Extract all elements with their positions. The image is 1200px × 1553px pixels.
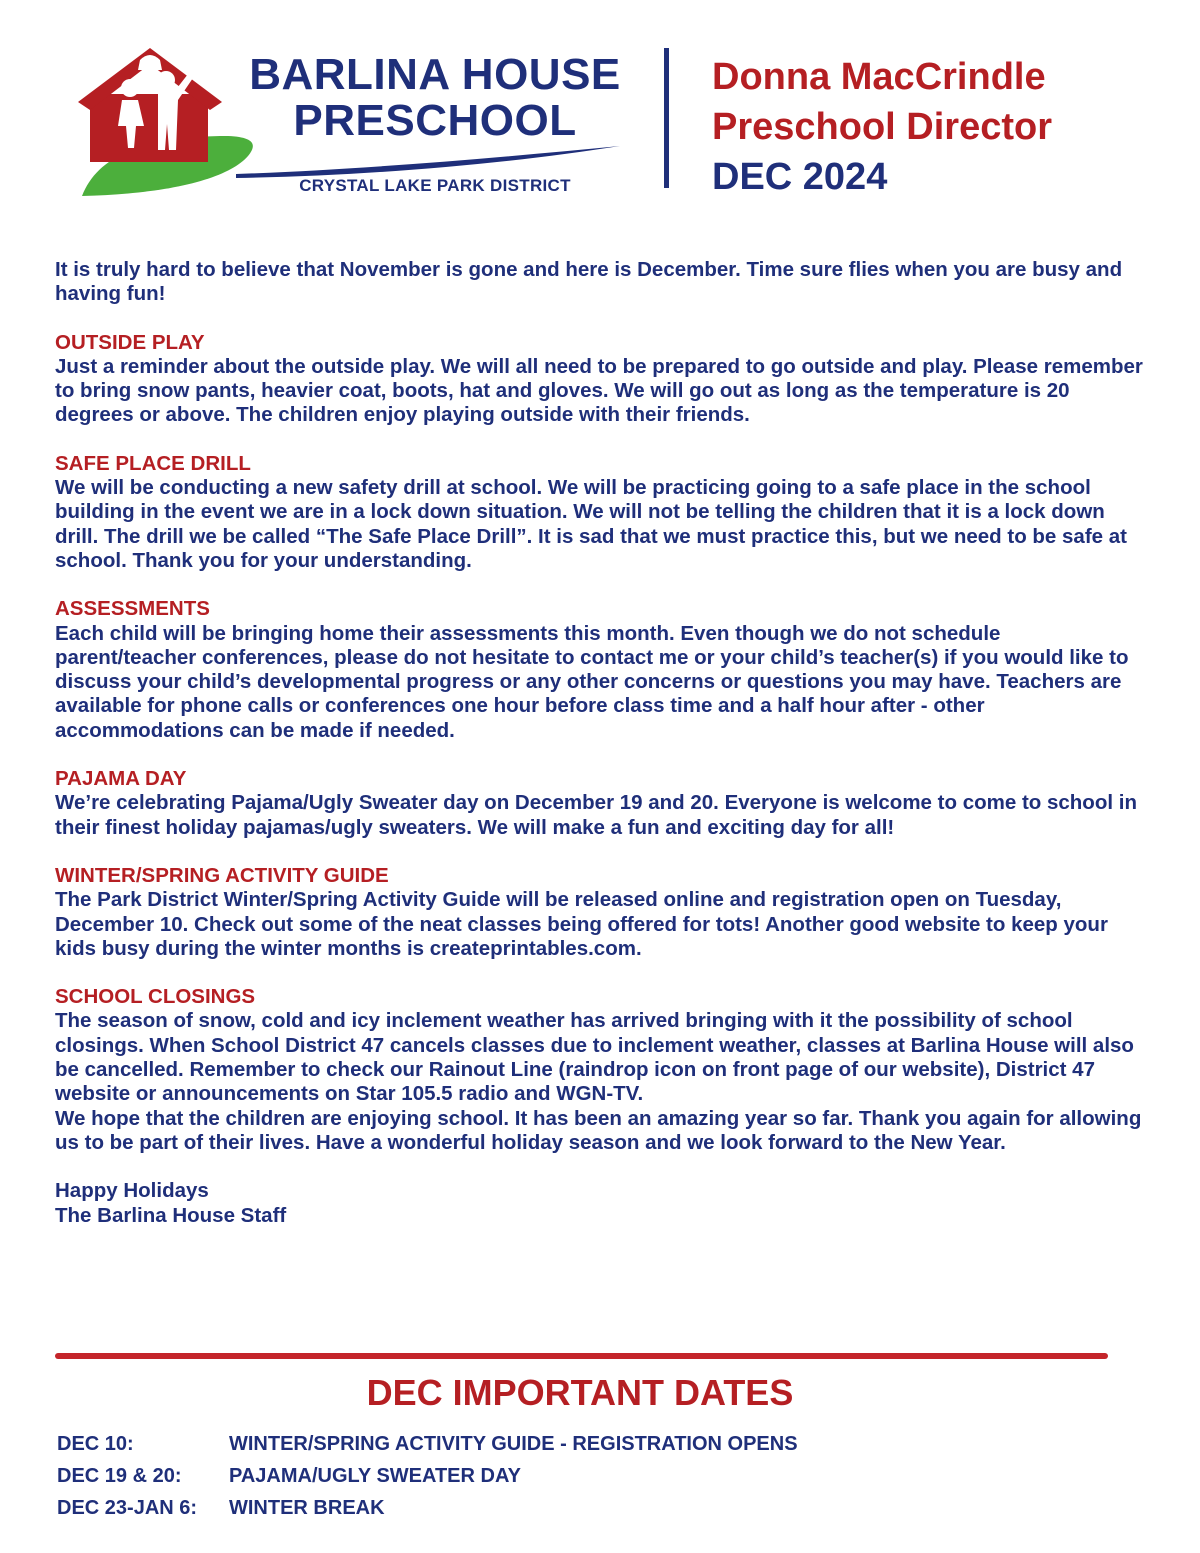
section-safe-place-drill — [55, 452, 1145, 573]
section-school-closings — [55, 985, 1145, 1106]
issue-date: DEC 2024 — [712, 156, 888, 198]
section-heading: SAFE PLACE DRILL — [55, 451, 251, 475]
section-heading: PAJAMA DAY — [55, 767, 187, 791]
date-label: DEC 19 & 20: — [57, 1464, 182, 1487]
blue-swoosh-decoration — [236, 140, 626, 180]
intro-paragraph: It is truly hard to believe that November is gone and here is December. Time sure flies when you are busy and having fun! — [55, 258, 1123, 306]
signoff — [55, 1179, 1145, 1228]
section-heading: WINTER/SPRING ACTIVITY GUIDE — [55, 863, 389, 887]
school-name-line2: PRESCHOOL — [293, 96, 577, 145]
school-name-line1: BARLINA HOUSE — [249, 50, 621, 99]
signoff-greeting: Happy Holidays — [55, 1179, 209, 1203]
letterhead — [0, 0, 1200, 230]
preschool-house-logo — [78, 44, 258, 204]
date-label: DEC 10: — [57, 1432, 134, 1455]
section-text: Each child will be bringing home their assessments this month. Even though we do not schedule parent/teacher conferences, please do not hesitate to contact me or your child’s teacher(s) if you would like to discuss your child’s developmental progress or any other concerns or questions you may have. Teachers are available for phone calls or conferences one hour before class time and a half hour after - other accommodations can be made if needed. — [55, 621, 1129, 742]
school-name — [240, 52, 630, 144]
section-activity-guide — [55, 864, 1145, 961]
district-name: CRYSTAL LAKE PARK DISTRICT — [299, 176, 571, 195]
section-heading: ASSESSMENTS — [55, 597, 210, 621]
date-event: WINTER BREAK — [229, 1496, 385, 1519]
section-text: Just a reminder about the outside play. We will all need to be prepared to go outside and play. Please remember to bring snow pants, heavier coat, boots, hat and gloves. We will go out as long as the temperature is 20 degrees or above. The children enjoy playing outside with their friends. — [55, 354, 1143, 427]
signoff-signature: The Barlina House Staff — [55, 1203, 287, 1227]
section-text: We will be conducting a new safety drill at school. We will be practicing going to a safe place in the school building in the event we are in a lock down situation. We will not be telling the children that it is a lock down drill. The drill we be called “The Safe Place Drill”. It is sad that we must practice this, but we need to be safe at school. Thank you for your understanding. — [55, 476, 1127, 572]
section-divider — [55, 1353, 1108, 1359]
section-pajama-day — [55, 767, 1145, 840]
date-event: WINTER/SPRING ACTIVITY GUIDE - REGISTRATION OPENS — [229, 1432, 798, 1455]
header-divider — [664, 48, 669, 188]
director-info — [712, 52, 1172, 202]
director-title: Preschool Director — [712, 106, 1052, 148]
director-name: Donna MacCrindle — [712, 56, 1046, 98]
date-label: DEC 23-JAN 6: — [57, 1496, 198, 1519]
section-text: The season of snow, cold and icy inclement weather has arrived bringing with it the possibility of school closings. When School District 47 cancels classes due to inclement weather, classes at Barlina House will also be cancelled. Remember to check our Rainout Line (raindrop icon on front page of our website), District 47 website or announcements on Star 105.5 radio and WGN-TV. — [55, 1009, 1134, 1106]
section-heading: OUTSIDE PLAY — [55, 330, 205, 354]
section-assessments — [55, 597, 1145, 743]
date-event: PAJAMA/UGLY SWEATER DAY — [229, 1464, 521, 1487]
section-text: We’re celebrating Pajama/Ugly Sweater day on December 19 and 20. Everyone is welcome to come to school in their finest holiday pajamas/ugly sweaters. We will make a fun and exciting day for all! — [55, 791, 1137, 839]
important-dates-list — [57, 1428, 1057, 1524]
date-row — [57, 1428, 1057, 1460]
date-row — [57, 1492, 1057, 1524]
section-text: The Park District Winter/Spring Activity Guide will be released online and registration open on Tuesday, December 10. Check out some of the neat classes being offered for tots! Another good website to keep your kids busy during the winter months is createprintables.com. — [55, 888, 1108, 960]
newsletter-body — [55, 258, 1145, 1228]
date-row — [57, 1460, 1057, 1492]
section-outside-play — [55, 331, 1145, 428]
important-dates-title: DEC IMPORTANT DATES — [366, 1372, 794, 1413]
section-heading: SCHOOL CLOSINGS — [55, 985, 256, 1009]
closing-paragraph: We hope that the children are enjoying school. It has been an amazing year so far. Thank you again for allowing us to be part of their lives. Have a wonderful holiday season and we look forward to the New Year. — [55, 1106, 1142, 1154]
